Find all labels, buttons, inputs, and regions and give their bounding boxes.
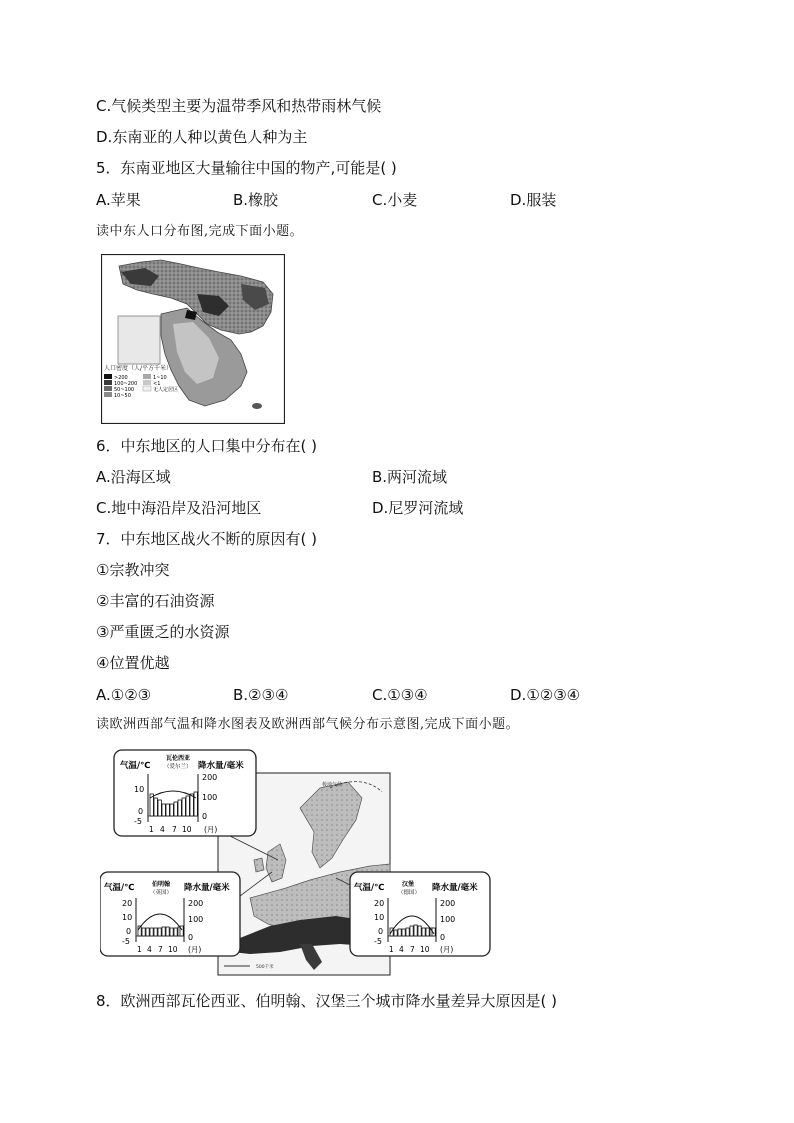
q7-item-2: ②丰富的石油资源 (96, 592, 215, 610)
q5-option-b[interactable]: B.橡胶 (233, 191, 279, 209)
chart1-precip-tick-3: 0 (202, 812, 208, 821)
q7-stem: 7．中东地区战火不断的原因有( ) (96, 530, 318, 548)
chart1-city: 瓦伦西亚 (166, 755, 191, 762)
chart1-precip-tick-1: 200 (202, 773, 218, 782)
legend-item-3: 50~100 (114, 387, 135, 393)
chart2-precip-tick-3: 0 (188, 933, 194, 942)
chart1-x-tick-2: 4 (160, 825, 165, 834)
chart3-country: （德国） (398, 890, 421, 896)
chart3-precip-tick-1: 200 (440, 899, 456, 908)
middle-east-population-map (101, 254, 285, 424)
q4-option-c: C.气候类型主要为温带季风和热带雨林气候 (96, 97, 382, 115)
climate-chart-hamburg (350, 872, 490, 956)
chart1-x-unit: (月) (204, 825, 218, 834)
chart3-x-tick-4: 10 (420, 945, 430, 954)
legend-item-6: <1 (153, 381, 161, 387)
q6-option-c[interactable]: C.地中海沿岸及沿河地区 (96, 499, 262, 517)
q7-item-1: ①宗教冲突 (96, 561, 170, 579)
q5-option-c[interactable]: C.小麦 (372, 191, 418, 209)
chart2-temp-tick-1: 20 (122, 899, 133, 908)
map-scale-label: 500千米 (256, 965, 274, 970)
q6-option-a[interactable]: A.沿海区域 (96, 468, 171, 486)
chart1-temp-tick-1: 10 (134, 785, 145, 794)
chart1-x-tick-4: 10 (182, 825, 192, 834)
chart1-temp-tick-2: 0 (138, 807, 144, 816)
chart1-temp-tick-3: -5 (134, 817, 142, 826)
europe-climate-figure (100, 748, 492, 978)
legend-item-5: 1~10 (153, 375, 167, 381)
chart2-x-tick-3: 7 (158, 945, 163, 954)
legend-title: 人口密度（人/平方千米） (104, 365, 173, 372)
chart2-city: 伯明翰 (152, 881, 171, 888)
climate-chart-birmingham (100, 872, 240, 956)
chart3-precip-tick-2: 100 (440, 915, 456, 924)
chart3-temp-tick-1: 20 (374, 899, 385, 908)
chart1-country: （爱尔兰） (164, 764, 192, 770)
europe-intro: 读欧洲西部气温和降水图表及欧洲西部气候分布示意图,完成下面小题。 (96, 717, 520, 732)
q5-option-a[interactable]: A.苹果 (96, 191, 141, 209)
chart2-x-unit: (月) (188, 945, 202, 954)
q7-option-d[interactable]: D.①②③④ (510, 686, 581, 704)
chart2-x-tick-4: 10 (168, 945, 178, 954)
chart2-x-tick-1: 1 (137, 945, 142, 954)
climate-chart-valentia (114, 750, 256, 836)
q5-stem: 5．东南亚地区大量输往中国的物产,可能是( ) (96, 159, 397, 177)
q6-option-b[interactable]: B.两河流域 (372, 468, 448, 486)
chart3-temp-tick-2: 10 (374, 913, 385, 922)
chart3-x-tick-1: 1 (389, 945, 394, 954)
chart1-precip-tick-2: 100 (202, 793, 218, 802)
chart3-x-unit: (月) (440, 945, 454, 954)
chart2-precip-tick-2: 100 (188, 915, 204, 924)
q6-option-d[interactable]: D.尼罗河流域 (372, 499, 464, 517)
chart1-x-tick-1: 1 (149, 825, 154, 834)
q8-stem: 8．欧洲西部瓦伦西亚、伯明翰、汉堡三个城市降水量差异大原因是( ) (96, 992, 558, 1010)
q7-item-3: ③严重匮乏的水资源 (96, 623, 230, 641)
legend-item-4: 10~50 (114, 393, 131, 399)
middle-east-map-graphic (101, 254, 285, 424)
legend-item-1: >200 (114, 375, 128, 381)
q6-stem: 6．中东地区的人口集中分布在( ) (96, 437, 318, 455)
chart2-precip-label: 降水量/毫米 (184, 883, 230, 893)
middle-east-intro: 读中东人口分布图,完成下面小题。 (96, 224, 304, 239)
chart2-temp-tick-2: 10 (122, 913, 133, 922)
map-label-top: 极地气候 (322, 782, 343, 788)
chart3-temp-tick-4: -5 (374, 937, 382, 946)
chart2-temp-label: 气温/℃ (104, 883, 135, 893)
chart2-temp-tick-4: -5 (122, 937, 130, 946)
chart1-precip-label: 降水量/毫米 (198, 761, 244, 771)
chart2-x-tick-2: 4 (147, 945, 152, 954)
chart3-temp-label: 气温/℃ (354, 883, 385, 893)
chart3-x-tick-3: 7 (410, 945, 415, 954)
chart1-x-tick-3: 7 (172, 825, 177, 834)
q5-option-d[interactable]: D.服装 (510, 191, 557, 209)
q7-option-c[interactable]: C.①③④ (372, 686, 428, 704)
q7-item-4: ④位置优越 (96, 654, 170, 672)
chart3-x-tick-2: 4 (399, 945, 404, 954)
chart1-temp-label: 气温/℃ (120, 761, 151, 771)
q7-option-a[interactable]: A.①②③ (96, 686, 152, 704)
chart2-precip-tick-1: 200 (188, 899, 204, 908)
legend-item-2: 100~200 (114, 381, 138, 387)
chart2-country: （英国） (150, 890, 173, 896)
q7-option-b[interactable]: B.②③④ (233, 686, 289, 704)
legend-item-7: 无人定居区 (153, 387, 179, 393)
chart3-precip-label: 降水量/毫米 (432, 883, 478, 893)
q4-option-d: D.东南亚的人种以黄色人种为主 (96, 128, 308, 146)
chart3-precip-tick-3: 0 (440, 933, 446, 942)
chart3-city: 汉堡 (402, 881, 415, 888)
chart2-temp-tick-3: 0 (126, 927, 132, 936)
chart3-temp-tick-3: 0 (378, 927, 384, 936)
europe-figure-graphic (100, 748, 492, 978)
